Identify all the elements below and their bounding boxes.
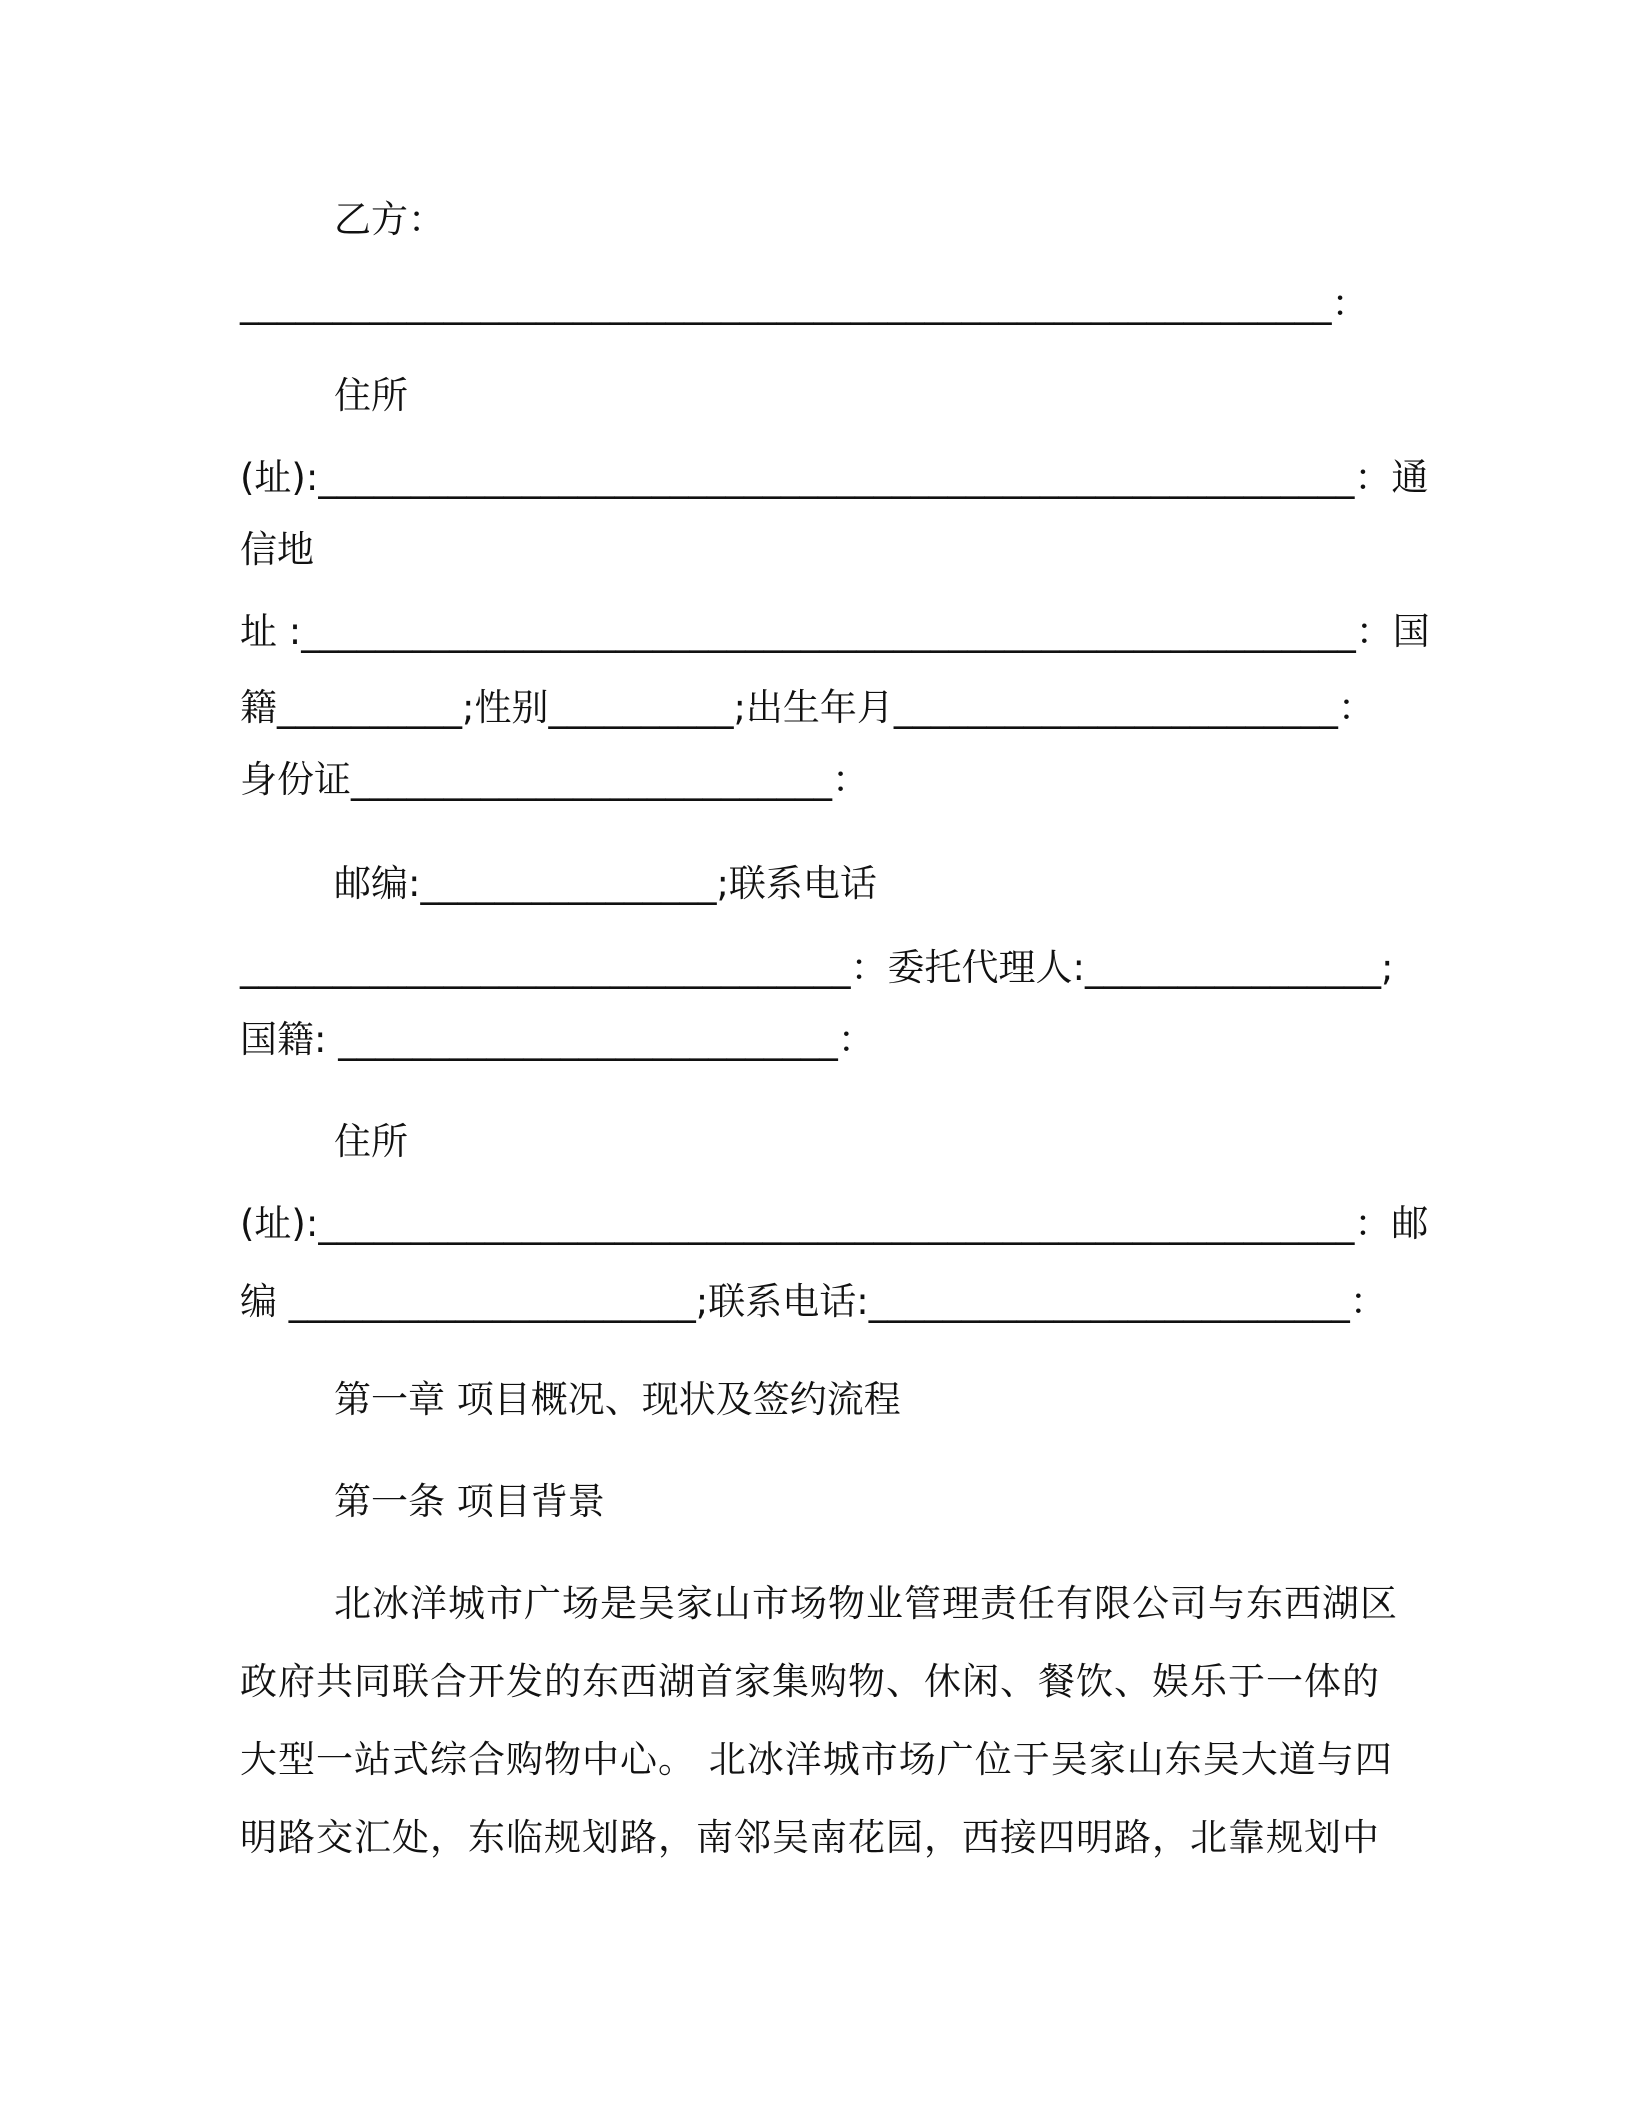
postcode-phone-line: 邮编:________________;联系电话 bbox=[334, 862, 877, 905]
nationality-gender-birth-line: 籍__________;性别__________;出生年月________________________： bbox=[240, 686, 1375, 729]
agent-line: _________________________________：委托代理人:________________; bbox=[240, 946, 1394, 989]
agent-residence-label: 住所 bbox=[334, 1120, 408, 1163]
agent-postcode-phone-line: 编 ______________________;联系电话:__________________________： bbox=[240, 1280, 1387, 1323]
mailing-label-continued: 信地 bbox=[240, 528, 314, 571]
residence-label: 住所 bbox=[334, 374, 408, 417]
chapter-one-heading: 第一章 项目概况、现状及签约流程 bbox=[334, 1378, 901, 1421]
background-paragraph-line-1: 北冰洋城市广场是吴家山市场物业管理责任有限公司与东西湖区 bbox=[334, 1582, 1398, 1625]
agent-nationality-line: 国籍: ___________________________： bbox=[240, 1018, 875, 1061]
agent-address-line: (址):________________________________________________________：邮 bbox=[240, 1202, 1429, 1245]
party-b-name-line: ___________________________________________________________： bbox=[240, 282, 1369, 325]
background-paragraph-line-3: 大型一站式综合购物中心。 北冰洋城市场广位于吴家山东吴大道与四 bbox=[240, 1738, 1393, 1781]
background-paragraph-line-2: 政府共同联合开发的东西湖首家集购物、休闲、餐饮、娱乐于一体的 bbox=[240, 1660, 1380, 1703]
party-b-label: 乙方： bbox=[334, 198, 445, 241]
mailing-address-line: 址 :_________________________________________________________：国 bbox=[240, 610, 1430, 653]
article-one-heading: 第一条 项目背景 bbox=[334, 1480, 605, 1523]
background-paragraph-line-4: 明路交汇处，东临规划路，南邻吴南花园，西接四明路，北靠规划中 bbox=[240, 1816, 1380, 1859]
id-card-line: 身份证__________________________： bbox=[240, 758, 869, 801]
residence-address-line: (址):________________________________________________________：通 bbox=[240, 456, 1429, 499]
